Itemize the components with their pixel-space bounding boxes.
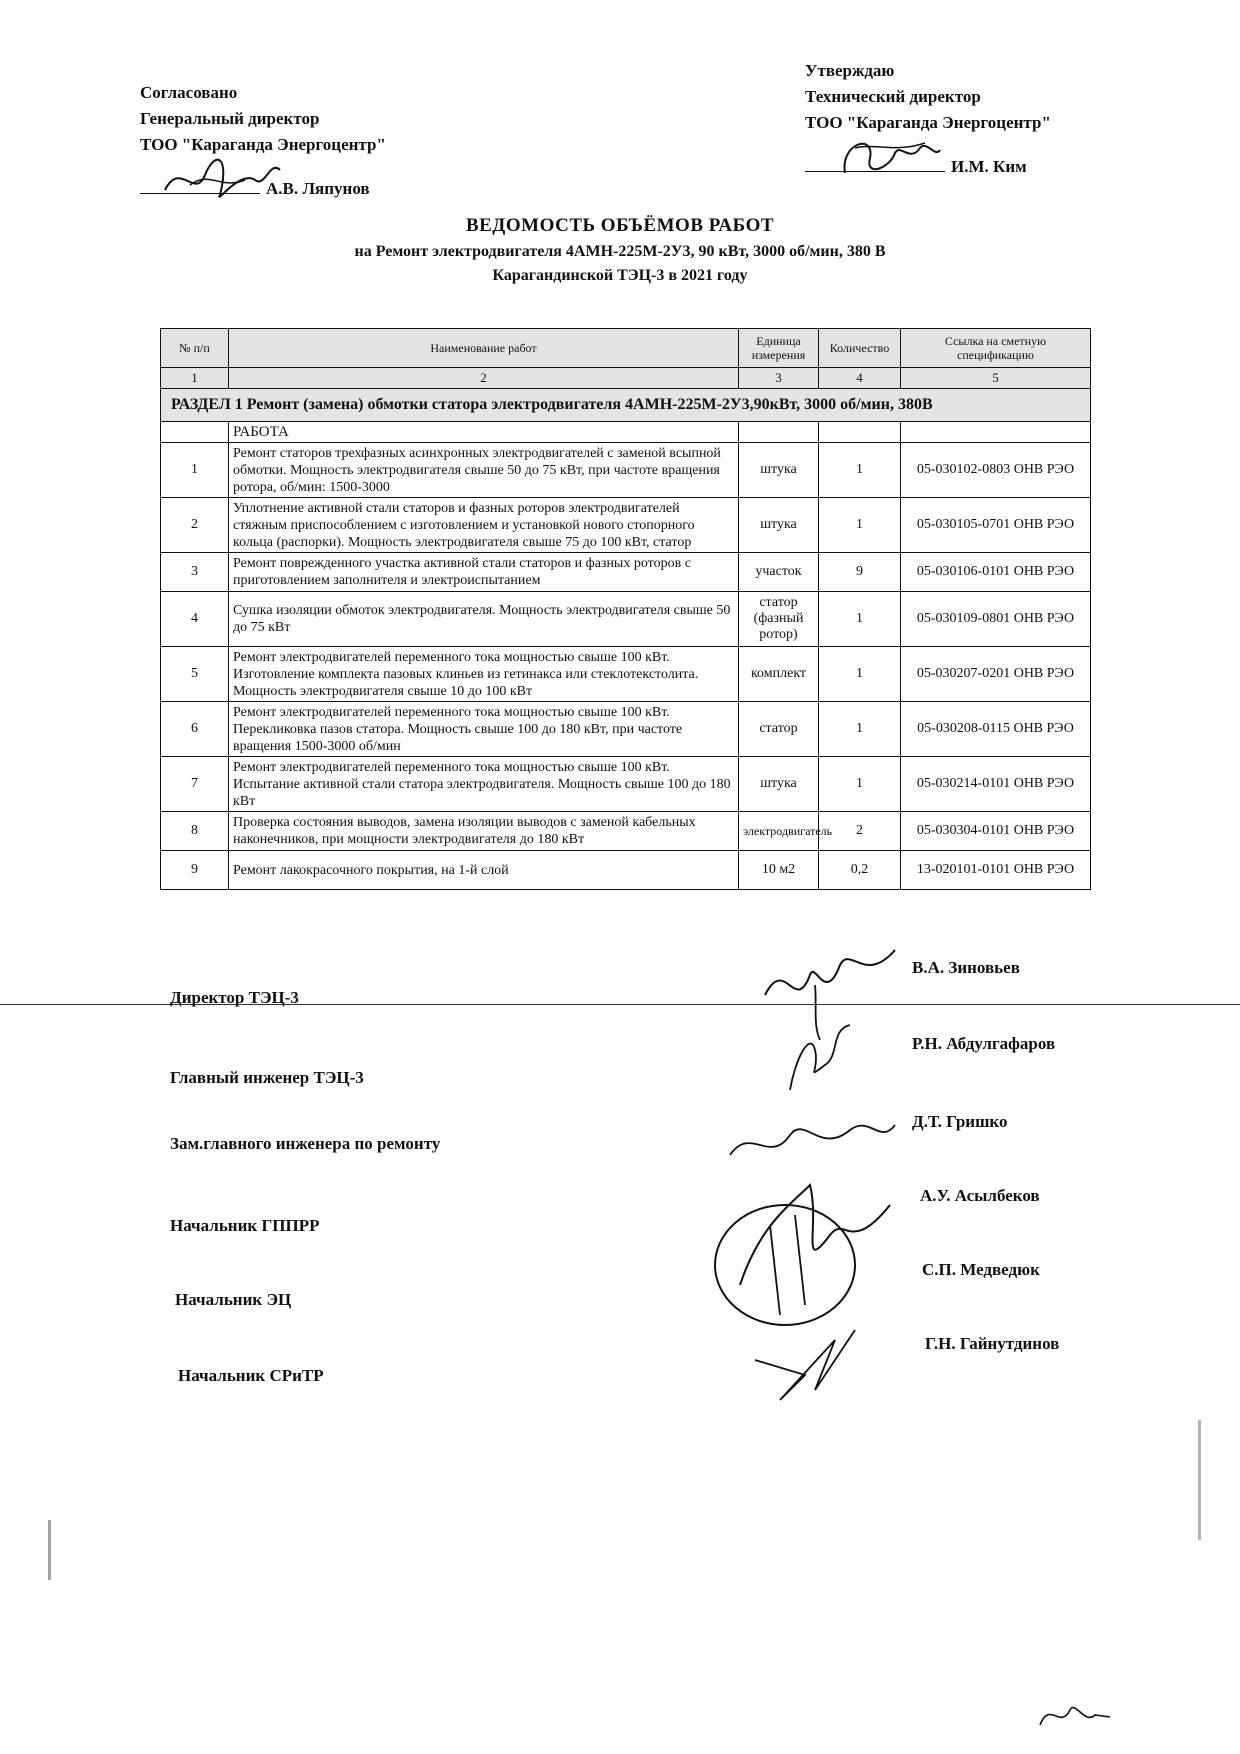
row-name: Ремонт электродвигателей переменного тока мощностью свыше 100 кВт. Изготовление комплекта пазовых клиньев из гетинакса или стеклотекстолита. Мощность электродвигателя свыше 10 до 100 кВт — [229, 647, 739, 702]
header-name: Наименование работ — [229, 329, 739, 368]
row-unit: статор — [739, 702, 819, 757]
table-row — [161, 647, 1091, 702]
signatory-post: Зам.главного инженера по ремонту — [170, 1134, 441, 1153]
table-header-row — [161, 329, 1091, 368]
signatory-name: Р.Н. Абдулгафаров — [912, 1034, 1056, 1053]
table-row — [161, 553, 1091, 592]
row-qty: 1 — [819, 498, 901, 553]
table-row — [161, 702, 1091, 757]
signatory-post: Начальник ГППРР — [170, 1216, 320, 1235]
index-cell: 3 — [739, 368, 819, 389]
table-row — [161, 757, 1091, 812]
signatory-post: Начальник СРиТР — [178, 1366, 324, 1385]
row-num: 1 — [161, 443, 229, 498]
row-unit: штука — [739, 443, 819, 498]
row-name: Ремонт лакокрасочного покрытия, на 1-й слой — [229, 851, 739, 890]
header-num: № п/п — [161, 329, 229, 368]
row-qty: 1 — [819, 757, 901, 812]
signatory-post: Главный инженер ТЭЦ-3 — [170, 1068, 364, 1087]
signatory-post: Начальник ЭЦ — [175, 1290, 292, 1309]
approval-name: И.М. Ким — [951, 157, 1027, 176]
empty-cell — [739, 422, 819, 443]
row-ref: 05-030214-0101 ОНВ РЭО — [901, 757, 1091, 812]
empty-cell — [161, 422, 229, 443]
row-qty: 0,2 — [819, 851, 901, 890]
table-row — [161, 812, 1091, 851]
subsection-row — [161, 422, 1091, 443]
row-ref: 05-030304-0101 ОНВ РЭО — [901, 812, 1091, 851]
margin-mark — [1198, 1420, 1201, 1540]
row-unit: участок — [739, 553, 819, 592]
row-name: Уплотнение активной стали статоров и фазных роторов электродвигателей стяжным приспособлением с изготовлением и установкой нового стопорного кольца (распорки). Мощность электродвигателя свыше 75 до 100 кВт, статор — [229, 498, 739, 553]
signatory-name: Д.Т. Гришко — [912, 1112, 1008, 1131]
approval-org: ТОО "Караганда Энергоцентр" — [805, 113, 1051, 132]
index-cell: 5 — [901, 368, 1091, 389]
index-cell: 2 — [229, 368, 739, 389]
approval-position: Технический директор — [805, 87, 981, 106]
row-num: 3 — [161, 553, 229, 592]
signature-grishko — [720, 1095, 900, 1175]
row-ref: 05-030105-0701 ОНВ РЭО — [901, 498, 1091, 553]
table-row — [161, 498, 1091, 553]
approval-org: ТОО "Караганда Энергоцентр" — [140, 135, 386, 154]
row-qty: 9 — [819, 553, 901, 592]
approval-label: Согласовано — [140, 83, 238, 102]
header-qty: Количество — [819, 329, 901, 368]
document-title — [0, 212, 1240, 288]
row-num: 8 — [161, 812, 229, 851]
index-cell: 1 — [161, 368, 229, 389]
row-num: 6 — [161, 702, 229, 757]
row-name: Ремонт электродвигателей переменного тока мощностью свыше 100 кВт. Испытание активной стали статора электродвигателя. Мощность свыше 100 до 180 кВт — [229, 757, 739, 812]
approval-name: А.В. Ляпунов — [266, 179, 370, 198]
approval-label: Утверждаю — [805, 61, 895, 80]
row-unit: штука — [739, 498, 819, 553]
empty-cell — [901, 422, 1091, 443]
row-unit: статор (фазный ротор) — [739, 592, 819, 647]
row-qty: 1 — [819, 647, 901, 702]
row-qty: 2 — [819, 812, 901, 851]
title-line-2: на Ремонт электродвигателя 4АМН-225М-2У3, 90 кВт, 3000 об/мин, 380 В — [354, 243, 886, 260]
row-ref: 05-030102-0803 ОНВ РЭО — [901, 443, 1091, 498]
row-ref: 13-020101-0101 ОНВ РЭО — [901, 851, 1091, 890]
row-name: Сушка изоляции обмоток электродвигателя. Мощность электродвигателя свыше 50 до 75 кВт — [229, 592, 739, 647]
signature-kim — [835, 128, 945, 188]
margin-mark — [48, 1520, 51, 1580]
initials-mark — [1035, 1695, 1115, 1735]
subsection-title: РАБОТА — [229, 422, 739, 443]
row-ref: 05-030106-0101 ОНВ РЭО — [901, 553, 1091, 592]
work-volume-table — [160, 328, 1091, 890]
header-ref: Ссылка на сметную спецификацию — [901, 329, 1091, 368]
signatory-name: А.У. Асылбеков — [920, 1186, 1040, 1205]
row-unit: 10 м2 — [739, 851, 819, 890]
table-row — [161, 851, 1091, 890]
title-line-1: ВЕДОМОСТЬ ОБЪЁМОВ РАБОТ — [465, 215, 775, 236]
table-row — [161, 443, 1091, 498]
section-title: РАЗДЕЛ 1 Ремонт (замена) обмотки статора электродвигателя 4АМН-225М-2У3,90кВт, 3000 об/мин, 380В — [161, 389, 1091, 422]
signature-gainutdinov — [745, 1320, 865, 1410]
row-qty: 1 — [819, 702, 901, 757]
section-row — [161, 389, 1091, 422]
row-ref: 05-030207-0201 ОНВ РЭО — [901, 647, 1091, 702]
row-name: Ремонт статоров трехфазных асинхронных электродвигателей с заменой всыпной обмотки. Мощность электродвигателя свыше 50 до 75 кВт, при частоте вращения ротора, об/мин: 1500-3000 — [229, 443, 739, 498]
column-index-row — [161, 368, 1091, 389]
row-ref: 05-030208-0115 ОНВ РЭО — [901, 702, 1091, 757]
row-num: 4 — [161, 592, 229, 647]
signatory-name: В.А. Зиновьев — [912, 958, 1020, 977]
row-num: 7 — [161, 757, 229, 812]
row-num: 5 — [161, 647, 229, 702]
title-line-3: Карагандинской ТЭЦ-3 в 2021 году — [492, 267, 748, 284]
row-unit: штука — [739, 757, 819, 812]
index-cell: 4 — [819, 368, 901, 389]
row-qty: 1 — [819, 443, 901, 498]
row-name: Ремонт электродвигателей переменного тока мощностью свыше 100 кВт. Перекликовка пазов статора. Мощность свыше 100 до 180 кВт, при частоте вращения 1500-3000 об/мин — [229, 702, 739, 757]
signatory-name: Г.Н. Гайнутдинов — [925, 1334, 1060, 1353]
header-unit: Единица измерения — [739, 329, 819, 368]
row-unit: комплект — [739, 647, 819, 702]
row-unit: электродвигатель — [739, 812, 819, 851]
row-ref: 05-030109-0801 ОНВ РЭО — [901, 592, 1091, 647]
row-qty: 1 — [819, 592, 901, 647]
row-name: Ремонт поврежденного участка активной стали статоров и фазных роторов с приготовлением заполнителя и электроиспытанием — [229, 553, 739, 592]
signature-asylbekov — [700, 1165, 900, 1335]
row-num: 9 — [161, 851, 229, 890]
signatory-name: С.П. Медведюк — [922, 1260, 1040, 1279]
row-name: Проверка состояния выводов, замена изоляции выводов с заменой кабельных наконечников, при мощности электродвигателя до 180 кВт — [229, 812, 739, 851]
table-row — [161, 592, 1091, 647]
approval-position: Генеральный директор — [140, 109, 320, 128]
row-num: 2 — [161, 498, 229, 553]
empty-cell — [819, 422, 901, 443]
signatory-post: Директор ТЭЦ-3 — [170, 988, 299, 1007]
signature-lyapunov — [160, 150, 290, 210]
